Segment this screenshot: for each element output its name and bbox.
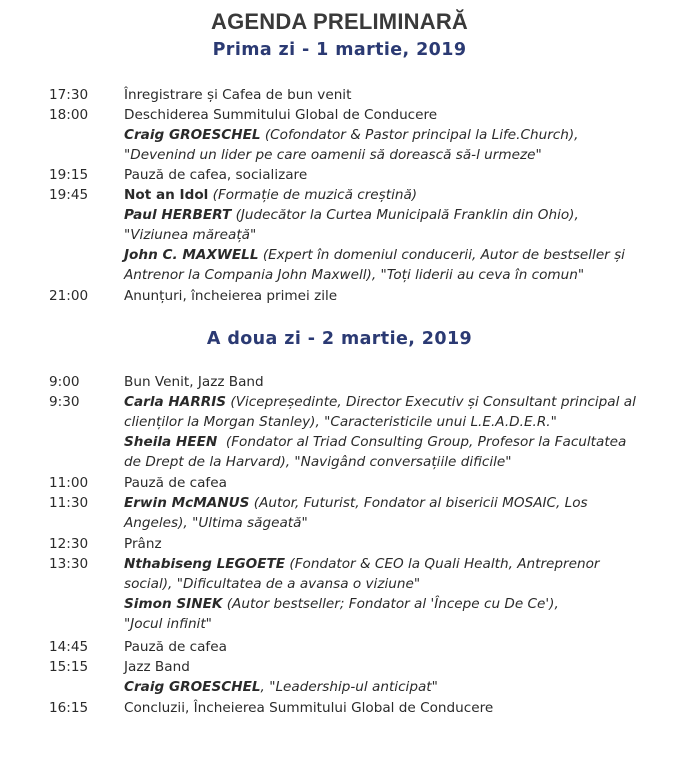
- agenda-row: [0, 412, 679, 432]
- agenda-text: Prânz: [124, 536, 162, 552]
- agenda-text: "Jocul infinit": [124, 616, 212, 632]
- agenda-row: [0, 614, 679, 634]
- agenda-text: Înregistrare și Cafea de bun venit: [124, 87, 352, 103]
- speaker-detail: , "Leadership-ul anticipat": [260, 679, 438, 695]
- agenda-time: 16:15: [49, 700, 89, 716]
- agenda-row: [0, 165, 679, 185]
- agenda-row: [0, 493, 679, 513]
- agenda-time: 11:30: [49, 495, 89, 511]
- agenda-text: Anunțuri, încheierea primei zile: [124, 288, 338, 304]
- agenda-text: [124, 125, 579, 145]
- speaker-detail: (Judecător la Curtea Municipală Franklin din Ohio),: [231, 207, 579, 223]
- agenda-row: [0, 125, 679, 145]
- agenda-text: Angeles), "Ultima săgeată": [124, 515, 308, 531]
- agenda-time: 9:30: [49, 394, 80, 410]
- agenda-time: 9:00: [49, 374, 80, 390]
- day-heading-2: A doua zi - 2 martie, 2019: [206, 329, 473, 349]
- speaker-detail: (Autor, Futurist, Fondator al bisericii MOSAIC, Los: [249, 495, 588, 511]
- agenda-row: [0, 554, 679, 574]
- agenda-row: [0, 657, 679, 677]
- agenda-text: [124, 392, 636, 412]
- agenda-time: 19:45: [49, 187, 89, 203]
- agenda-time: 11:00: [49, 475, 89, 491]
- speaker-detail: (Vicepreședinte, Director Executiv și Consultant principal al: [226, 394, 636, 410]
- speaker-detail: (Fondator al Triad Consulting Group, Profesor la Facultatea: [217, 434, 627, 450]
- agenda-text: Antrenor la Compania John Maxwell), "Toți liderii au ceva în comun": [124, 267, 585, 283]
- agenda-row: [0, 85, 679, 105]
- agenda-row: [0, 594, 679, 614]
- agenda-row: [0, 372, 679, 392]
- agenda-row: [0, 473, 679, 493]
- agenda-row: [0, 513, 679, 533]
- agenda-text: Deschiderea Summitului Global de Conducere: [124, 107, 438, 123]
- speaker-name: Nthabiseng LEGOETE: [124, 556, 286, 572]
- speaker-detail: (Expert în domeniul conducerii, Autor de bestseller și: [258, 247, 625, 263]
- agenda-row: [0, 225, 679, 245]
- speaker-name: Craig GROESCHEL: [124, 679, 261, 695]
- agenda-time: 15:15: [49, 659, 89, 675]
- speaker-name: Sheila HEEN: [124, 434, 218, 450]
- agenda-text: Pauză de cafea: [124, 475, 227, 491]
- agenda-text: de Drept de la Harvard), "Navigând conversațiile dificile": [124, 454, 512, 470]
- agenda-row: [0, 637, 679, 657]
- speaker-detail: (Cofondator & Pastor principal la Life.Church),: [260, 127, 579, 143]
- speaker-name: Erwin McMANUS: [124, 495, 250, 511]
- agenda-text: [124, 245, 625, 265]
- agenda-row: [0, 185, 679, 205]
- agenda-text: [124, 205, 579, 225]
- agenda-text: Jazz Band: [124, 659, 190, 675]
- agenda-row: [0, 245, 679, 265]
- agenda-row: [0, 574, 679, 594]
- speaker-name: Carla HARRIS: [124, 394, 227, 410]
- agenda-text: [124, 493, 588, 513]
- agenda-text: Bun Venit, Jazz Band: [124, 374, 264, 390]
- agenda-row: [0, 392, 679, 412]
- agenda-text: "Viziunea măreață": [124, 227, 257, 243]
- agenda-text: [124, 185, 417, 205]
- agenda-time: 13:30: [49, 556, 89, 572]
- agenda-text: Concluzii, Încheierea Summitului Global de Conducere: [124, 700, 494, 716]
- agenda-time: 12:30: [49, 536, 89, 552]
- agenda-text: Pauză de cafea, socializare: [124, 167, 308, 183]
- agenda-row: [0, 205, 679, 225]
- speaker-detail: (Autor bestseller; Fondator al 'Începe cu De Ce'),: [222, 596, 559, 612]
- agenda-row: [0, 432, 679, 452]
- agenda-row: [0, 286, 679, 306]
- agenda-text: [124, 554, 600, 574]
- agenda-time: 19:15: [49, 167, 89, 183]
- agenda-text: [124, 432, 626, 452]
- agenda-row: [0, 534, 679, 554]
- speaker-name: Not an Idol: [124, 187, 209, 203]
- agenda-row: [0, 105, 679, 125]
- agenda-text: social), "Dificultatea de a avansa o viziune": [124, 576, 421, 592]
- agenda-time: 14:45: [49, 639, 89, 655]
- agenda-row: [0, 677, 679, 697]
- speaker-name: John C. MAXWELL: [124, 247, 259, 263]
- speaker-detail: (Fondator & CEO la Quali Health, Antreprenor: [285, 556, 600, 572]
- agenda-time: 18:00: [49, 107, 89, 123]
- agenda-text: [124, 677, 438, 697]
- agenda-time: 21:00: [49, 288, 89, 304]
- agenda-time: 17:30: [49, 87, 89, 103]
- speaker-name: Simon SINEK: [124, 596, 223, 612]
- agenda-text: clienților la Morgan Stanley), "Caracteristicile unui L.E.A.D.E.R.": [124, 414, 557, 430]
- speaker-name: Paul HERBERT: [124, 207, 232, 223]
- agenda-text: Pauză de cafea: [124, 639, 227, 655]
- agenda-row: [0, 698, 679, 718]
- page-title: AGENDA PRELIMINARĂ: [210, 9, 468, 34]
- day-heading-1: Prima zi - 1 martie, 2019: [212, 40, 467, 60]
- agenda-text: [124, 594, 559, 614]
- agenda-row: [0, 145, 679, 165]
- speaker-detail: (Formație de muzică creștină): [208, 187, 418, 203]
- agenda-text: "Devenind un lider pe care oamenii să dorească să-l urmeze": [124, 147, 542, 163]
- speaker-name: Craig GROESCHEL: [124, 127, 261, 143]
- agenda-row: [0, 265, 679, 285]
- agenda-row: [0, 452, 679, 472]
